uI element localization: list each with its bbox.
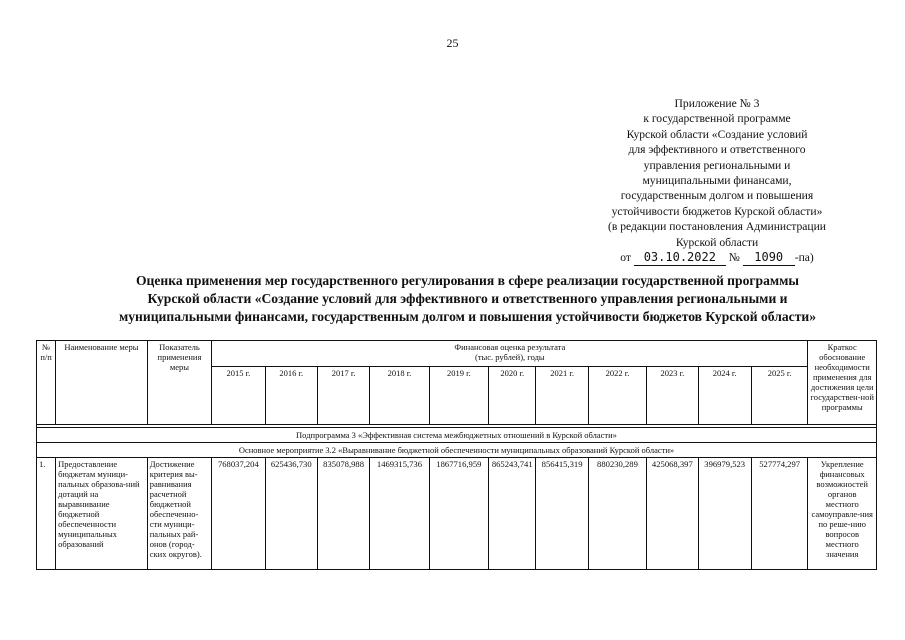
- decree-suffix: -па): [794, 251, 814, 265]
- appendix-line: государственным долгом и повышения: [620, 189, 814, 203]
- document-title: [30, 272, 905, 326]
- subprogram-row: [37, 428, 877, 443]
- title-line: муниципальными финансами, государственным долгом и повышения устойчивости бюджетов Курской области»: [118, 309, 817, 324]
- header-financial: [212, 341, 808, 367]
- table-row: [37, 458, 877, 570]
- header-year: 2016 г.: [265, 367, 317, 425]
- decree-date: 03.10.2022: [634, 250, 726, 266]
- row-value: 835078,988: [317, 458, 369, 570]
- title-line: Оценка применения мер государственного регулирования в сфере реализации государственной программы: [135, 273, 800, 288]
- row-measure: Предоставление бюджетам муници-пальных образова-ний дотаций на выравнивание бюджетной обеспеченности муниципальных образований: [56, 458, 148, 570]
- appendix-line: Приложение № 3: [674, 97, 760, 110]
- row-value: 880230,289: [588, 458, 646, 570]
- header-year: 2020 г.: [489, 367, 536, 425]
- appendix-line: к государственной программе: [643, 112, 791, 126]
- row-value: 1867716,959: [429, 458, 488, 570]
- header-financial-line: (тыс. рублей), годы: [474, 352, 545, 362]
- header-year: 2017 г.: [317, 367, 369, 425]
- row-value: 425068,397: [647, 458, 698, 570]
- main-event-row: [37, 443, 877, 458]
- main-event-cell: Основное мероприятие 3.2 «Выравнивание бюджетной обеспеченности муниципальных образований Курской области»: [37, 443, 877, 458]
- row-value: 1469315,736: [370, 458, 429, 570]
- row-value: 396979,523: [698, 458, 751, 570]
- appendix-block: [582, 96, 852, 266]
- header-year: 2025 г.: [751, 367, 808, 425]
- header-measure: Наименование меры: [56, 341, 148, 425]
- header-year: 2019 г.: [429, 367, 488, 425]
- subprogram-cell: Подпрограмма 3 «Эффективная система межбюджетных отношений в Курской области»: [37, 428, 877, 443]
- header-year: 2022 г.: [588, 367, 646, 425]
- appendix-line: для эффективного и ответственного: [628, 143, 806, 157]
- header-year: 2021 г.: [536, 367, 588, 425]
- row-value: 625436,730: [265, 458, 317, 570]
- row-value: 768037,204: [212, 458, 265, 570]
- appendix-line: муниципальными финансами,: [642, 174, 792, 188]
- header-year: 2023 г.: [647, 367, 698, 425]
- decree-ot-label: от: [620, 251, 631, 265]
- header-year: 2018 г.: [370, 367, 429, 425]
- header-year: 2024 г.: [698, 367, 751, 425]
- row-value: 856415,319: [536, 458, 588, 570]
- header-indicator: Показатель применения меры: [147, 341, 211, 425]
- row-justification: Укрепление финансовых возможностей органов местного самоуправле-ния по реше-нию вопросов местного значения: [808, 458, 877, 570]
- appendix-line: (в редакции постановления Администрации: [607, 220, 827, 234]
- row-value: 527774,297: [751, 458, 808, 570]
- page-number: 25: [446, 36, 459, 50]
- row-indicator: Достижение критерия вы-равнивания расчетной бюджетной обеспеченно-сти муници-пальных рай-онов (город-ских округов).: [147, 458, 211, 570]
- decree-number: 1090: [743, 250, 795, 266]
- row-num: 1.: [37, 458, 56, 570]
- title-line: Курской области «Создание условий для эффективного и ответственного управления региональными и: [147, 291, 788, 306]
- appendix-line: устойчивости бюджетов Курской области»: [611, 204, 823, 218]
- measures-table: [36, 340, 877, 570]
- row-value: 865243,741: [489, 458, 536, 570]
- header-year: 2015 г.: [212, 367, 265, 425]
- appendix-line: Курской области: [675, 235, 759, 249]
- decree-line: [582, 250, 852, 266]
- appendix-line: управления региональными и: [643, 158, 791, 172]
- header-justification: Краткос обоснование необходимости применения для достижения цели государствен-ной программы: [808, 341, 877, 425]
- appendix-line: Курской области «Создание условий: [626, 127, 808, 141]
- header-financial-line: Финансовая оценка результата: [454, 342, 566, 352]
- decree-number-label: №: [728, 251, 740, 265]
- header-num: № п/п: [37, 341, 56, 425]
